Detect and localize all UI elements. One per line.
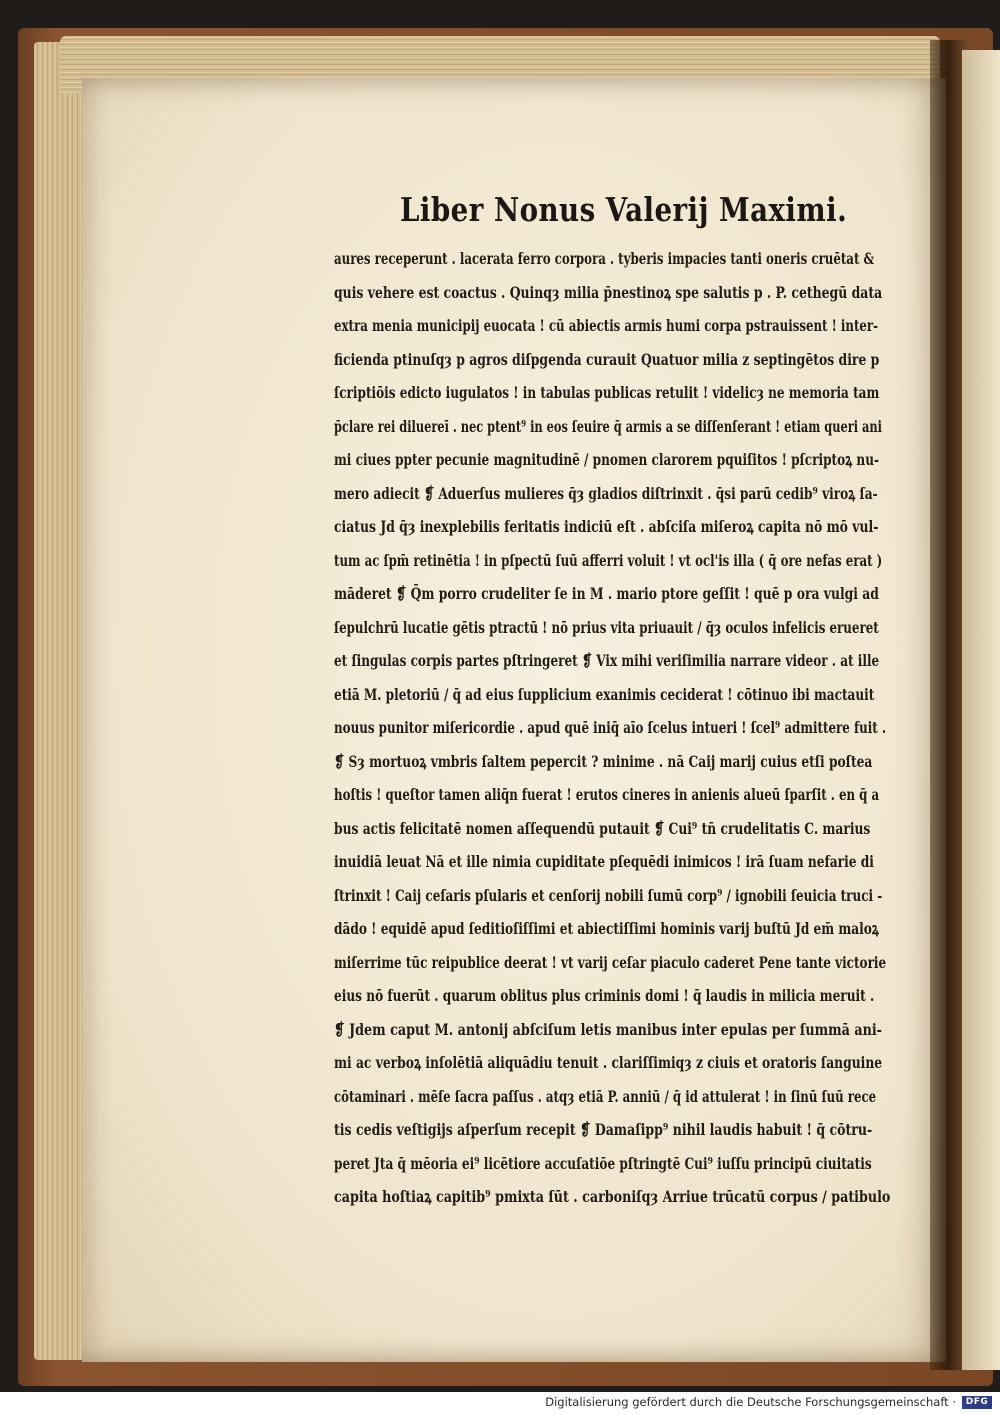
text-line: hoſtis ! queſtor tamen aliq̄n fuerat ! erutos cineres in anienis alueū ſparſit . en q̄ a: [334, 785, 880, 804]
text-line: nouus punitor miſericordie . apud quē iniq̄ aīo ſcelus intueri ! ſcel⁹ admittere fuit .: [334, 718, 887, 737]
text-line: bus actis felicitatē nomen aſſequendū putauit ❡ Cui⁹ tn̄ crudelitatis C. marius: [334, 818, 871, 838]
footer-credit: Digitalisierung gefördert durch die Deutsche Forschungsgemeinschaft ·: [545, 1395, 956, 1409]
page-heading: Liber Nonus Valerij Maximi.: [400, 190, 848, 229]
text-line: inuidiā leuat Nā et ille nimia cupiditate pſequēdi inimicos ! irā ſuam nefarie di: [334, 852, 874, 871]
dfg-logo: DFG: [962, 1396, 992, 1409]
text-line: tum ac ſpm̄ retinētia ! in pſpectū ſuū afferri voluit ! vt ocl'is illa ( q̄ ore nefas erat ): [334, 550, 883, 570]
footer-bar: [0, 1392, 1000, 1414]
text-line: māderet ❡ Q̄m porro crudeliter ſe in M . mario ptore geſſit ! quē p ora vulgi ad: [334, 584, 879, 603]
text-line: mi ciues ppter pecunie magnitudinē / pnomen clarorem pquiſitos ! pſcriptoꝝ nu-: [334, 450, 880, 469]
text-line: mi ac verboꝝ inſolētiā aliquādiu tenuit . clariſſimiqȝ z ciuis et oratoris ſanguine: [334, 1053, 883, 1072]
text-line: etiā M. pletoriū / q̄ ad eius ſupplicium exanimis ceciderat ! cōtinuo ibi mactauit: [334, 684, 875, 704]
facing-page: [962, 50, 1000, 1370]
text-line: miſerrime tūc reipublice deerat ! vt varij ceſar piaculo caderet Pene tante victorie: [334, 952, 887, 972]
text-line: p̄clare rei diluereī . nec ptent⁹ in eos ſeuire q̄ armis a se diſſenſerant ! etiam queri ani: [334, 416, 882, 436]
text-line: ſcriptiōis edicto iugulatos ! in tabulas publicas retulit ! videlicȝ ne memoria tam: [334, 383, 880, 402]
text-line: ficienda ptinuſqȝ p agros diſpgenda curauit Quatuor milia z septingētos dire p: [334, 349, 880, 369]
text-line: et ſingulas corpis partes pſtringeret ❡ Vix mihi veriſimilia narrare videor . at ille: [334, 651, 880, 670]
text-line: peret Jta q̄ mēoria ei⁹ licētiore accuſatiōe pſtringtē Cui⁹ iuſſu principū ciuitatis: [334, 1153, 872, 1173]
text-line: quis vehere est coactus . Quinqȝ milia p̄nestinoꝝ spe salutis p . P. cethegū data: [334, 282, 883, 302]
text-line: ſtrinxit ! Caij ceſaris pſularis et cenſorij nobili ſumū corp⁹ / ignobili ſeuicia truci -: [334, 885, 883, 905]
text-line: eius nō fuerūt . quarum oblitus plus criminis domi ! q̄ laudis in milicia meruit .: [334, 986, 875, 1005]
text-line: extra menia municipij euocata ! cū abiectis armis humi corpa pstrauissent ! inter-: [334, 316, 879, 335]
text-line: ❡ Sȝ mortuoꝝ vmbris ſaltem pepercit ? minime . nā Caij marij cuius etſi poſtea: [334, 751, 873, 771]
text-line: tis cedis veſtigijs aſperſum recepit ❡ Damaſipp⁹ nihil laudis habuit ! q̄ cōtru-: [334, 1120, 873, 1139]
page-text-block: [334, 242, 894, 1214]
text-line: ſepulchrū lucatie gētis ptractū ! nō prius vita priuauit / q̄ȝ oculos infelicis erueret: [334, 617, 879, 637]
text-line: capita hoſtiaꝝ capitib⁹ pmixta ſūt . carboniſqȝ Arriue trūcatū corpus / patibulo: [334, 1187, 891, 1206]
text-line: ❡ Jdem caput M. antonij abſciſum letis manibus inter epulas per ſummā ani-: [334, 1019, 882, 1039]
text-line: mero adiecit ❡ Aduerſus mulieres q̄ȝ gladios diſtrinxit . q̄si parū cedib⁹ viroꝝ ſa-: [334, 483, 878, 503]
text-line: aures receperunt . lacerata ferro corpora . tyberis impacies tanti oneris cruētat &: [334, 249, 875, 268]
text-line: dādo ! equidē apud ſeditioſiſſimi et abiectiſſimi hominis varij buſtū Jd em̄ maloꝝ: [334, 919, 879, 938]
text-line: ciatus Jd q̄ȝ inexplebilis feritatis indiciū eſt . abſciſa miſeroꝝ capita nō mō vul-: [334, 517, 879, 536]
text-line: cōtaminari . mēſe ſacra paſſus . atqȝ etiā P. anniū / q̄ id attulerat ! in ſinū ſuū rece: [334, 1086, 877, 1106]
